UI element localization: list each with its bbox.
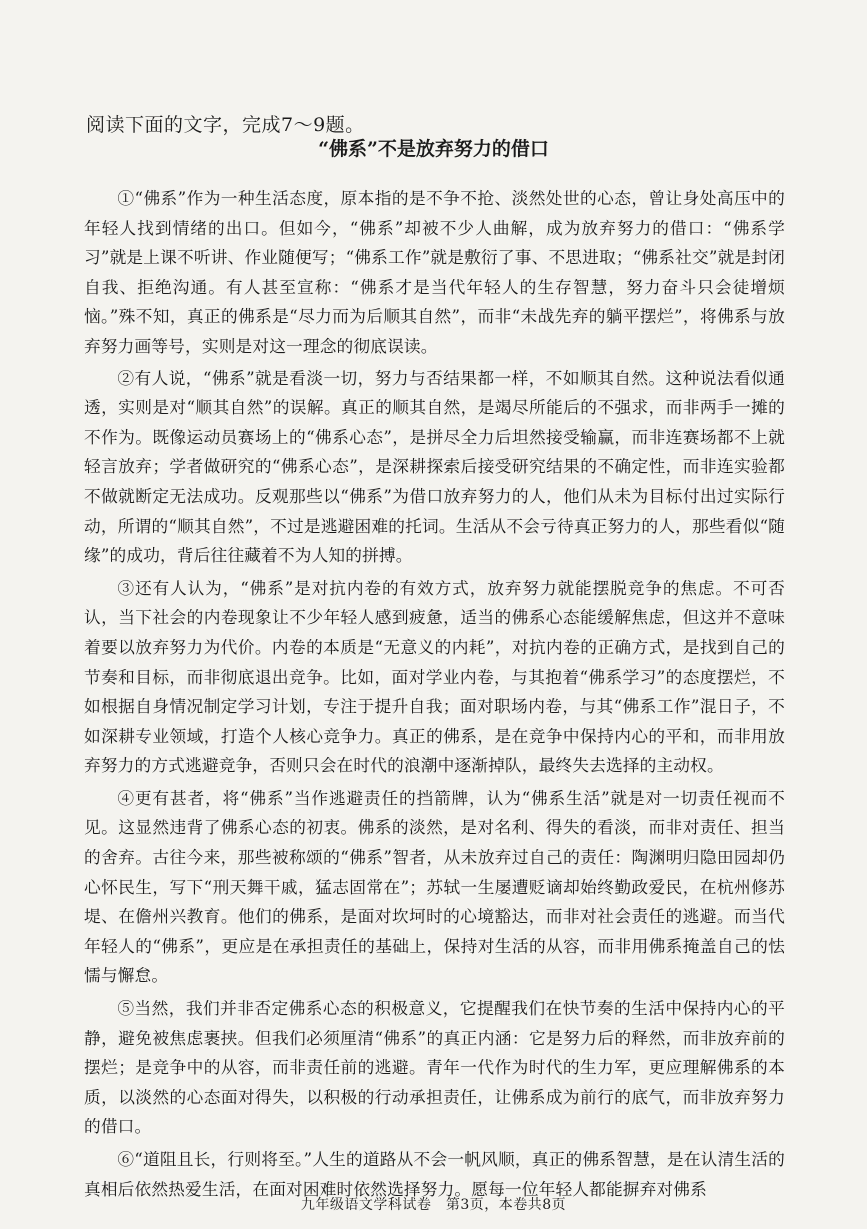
page-footer: 九年级语文学科试卷 第3页，本卷共8页 xyxy=(300,1197,567,1213)
paragraph-5: ⑤当然，我们并非否定佛系心态的积极意义，它提醒我们在快节奏的生活中保持内心的平静，避免被焦虑裹挟。但我们必须厘清“佛系”的真正内涵：它是努力后的释然，而非放弃前的摆烂；是竞争中的从容，而非责任前的逃避。青年一代作为时代的生力军，更应理解佛系的本质，以淡然的心态面对得失，以积极的行动承担责任，让佛系成为前行的底气，而非放弃努力的借口。 xyxy=(84,998,785,1137)
paragraph-2: ②有人说，“佛系”就是看淡一切，努力与否结果都一样，不如顺其自然。这种说法看似通透，实则是对“顺其自然”的误解。真正的顺其自然，是竭尽所能后的不强求，而非两手一摊的不作为。既像运动员赛场上的“佛系心态”，是拼尽全力后坦然接受输赢，而非连赛场都不上就轻言放弃；学者做研究的“佛系心态”，是深耕探索后接受研究结果的不确定性，而非连实验都不做就断定无法成功。反观那些以“佛系”为借口放弃努力的人，他们从未为目标付出过实际行动，所谓的“顺其自然”，不过是逃避困难的托词。生活从不会亏待真正努力的人，那些看似“随缘”的成功，背后往往藏着不为人知的拼搏。 xyxy=(84,367,785,566)
paragraph-4: ④更有甚者，将“佛系”当作逃避责任的挡箭牌，认为“佛系生活”就是对一切责任视而不见。这显然违背了佛系心态的初衷。佛系的淡然，是对名利、得失的看淡，而非对责任、担当的舍弃。古往今来，那些被称颂的“佛系”智者，从未放弃过自己的责任：陶渊明归隐田园却仍心怀民生，写下“刑天舞干戚，猛志固常在”；苏轼一生屡遭贬谪却始终勤政爱民，在杭州修苏堤、在儋州兴教育。他们的佛系，是面对坎坷时的心境豁达，而非对社会责任的逃避。而当代年轻人的“佛系”，更应是在承担责任的基础上，保持对生活的从容，而非用佛系掩盖自己的怯懦与懈怠。 xyxy=(84,787,785,986)
reading-instruction: 阅读下面的文字，完成7～9题。 xyxy=(86,114,365,136)
paragraph-1: ①“佛系”作为一种生活态度，原本指的是不争不抢、淡然处世的心态，曾让身处高压中的年轻人找到情绪的出口。但如今，“佛系”却被不少人曲解，成为放弃努力的借口：“佛系学习”就是上课不听讲、作业随便写；“佛系工作”就是敷衍了事、不思进取；“佛系社交”就是封闭自我、拒绝沟通。有人甚至宣称：“佛系才是当代年轻人的生存智慧，努力奋斗只会徒增烦恼。”殊不知，真正的佛系是“尽力而为后顺其自然”，而非“未战先弃的躺平摆烂”，将佛系与放弃努力画等号，实则是对这一理念的彻底误读。 xyxy=(84,188,785,356)
article-title: “佛系”不是放弃努力的借口 xyxy=(318,138,549,160)
article-body xyxy=(84,184,785,1207)
paragraph-3: ③还有人认为，“佛系”是对抗内卷的有效方式，放弃努力就能摆脱竞争的焦虑。不可否认，当下社会的内卷现象让不少年轻人感到疲惫，适当的佛系心态能缓解焦虑，但这并不意味着要以放弃努力为代价。内卷的本质是“无意义的内耗”，对抗内卷的正确方式，是找到自己的节奏和目标，而非彻底退出竞争。比如，面对学业内卷，与其抱着“佛系学习”的态度摆烂，不如根据自身情况制定学习计划，专注于提升自我；面对职场内卷，与其“佛系工作”混日子，不如深耕专业领域，打造个人核心竞争力。真正的佛系，是在竞争中保持内心的平和，而非用放弃努力的方式逃避竞争，否则只会在时代的浪潮中逐渐掉队，最终失去选择的主动权。 xyxy=(84,577,785,776)
paragraph-6: ⑥“道阻且长，行则将至。”人生的道路从不会一帆风顺，真正的佛系智慧，是在认清生活的真相后依然热爱生活，在面对困难时依然选择努力。愿每一位年轻人都能摒弃对佛系 xyxy=(84,1149,785,1199)
